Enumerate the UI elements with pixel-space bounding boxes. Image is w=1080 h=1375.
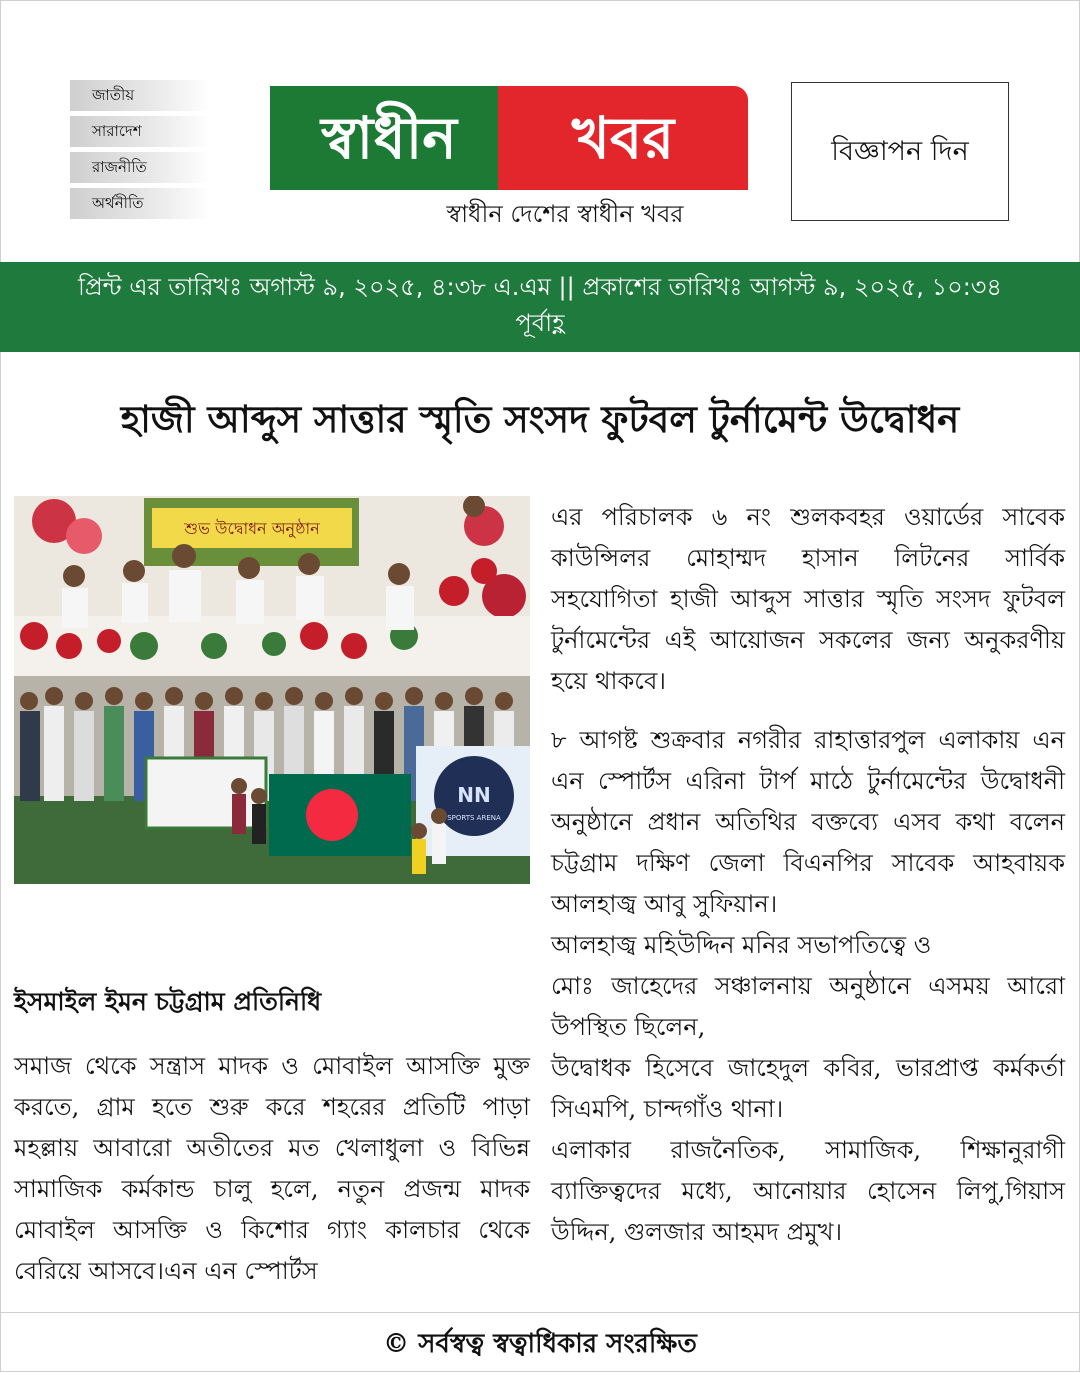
logo-part-green: স্বাধীন xyxy=(270,86,508,190)
copyright-footer: © সর্বস্বত্ব স্বত্বাধিকার সংরক্ষিত xyxy=(0,1312,1080,1371)
body-paragraph: উদ্বোধক হিসেবে জাহেদুল কবির, ভারপ্রাপ্ত কর্মকর্তা সিএমপি, চান্দগাঁও থানা। xyxy=(551,1054,1065,1123)
banner-text: শুভ উদ্বোধন অনুষ্ঠান xyxy=(184,519,320,538)
article-byline: ইসমাইল ইমন চট্টগ্রাম প্রতিনিধি xyxy=(14,987,322,1016)
arena-logo-subtext: SPORTS ARENA xyxy=(447,814,501,822)
body-paragraph: এর পরিচালক ৬ নং শুলকবহর ওয়ার্ডের সাবেক কাউন্সিলর মোহাম্মদ হাসান লিটনের সার্বিক সহযোগিতা হাজী আব্দুস সাত্তার স্মৃতি সংসদ ফুটবল টুর্নামেন্টের এই আয়োজন সকলের জন্য অনুকরণীয় হয়ে থাকবে। xyxy=(551,503,1065,695)
advertise-box[interactable]: বিজ্ঞাপন দিন xyxy=(791,82,1009,221)
article-body-left xyxy=(14,1046,530,1292)
body-paragraph: এলাকার রাজনৈতিক, সামাজিক, শিক্ষানুরাগী ব্যাক্তিত্বদের মধ্যে, আনোয়ার হোসেন লিপু,গিয়াস উদ্দিন, গুলজার আহমদ প্রমুখ। xyxy=(551,1136,1065,1246)
logo-part-red: খবর xyxy=(498,86,748,190)
body-paragraph: ৮ আগষ্ট শুক্রবার নগরীর রাহাত্তারপুল এলাকায় এন এন স্পোর্টস এরিনা টার্প মাঠে টুর্নামেন্টের উদ্বোধনী অনুষ্ঠানে প্রধান অতিথির বক্তব্যে এসব কথা বলেন চট্টগ্রাম দক্ষিণ জেলা বিএনপির সাবেক আহবায়ক আলহাজ্ব আবু সুফিয়ান। xyxy=(551,726,1065,918)
category-menu xyxy=(70,80,210,224)
body-paragraph: সমাজ থেকে সন্ত্রাস মাদক ও মোবাইল আসক্তি মুক্ত করতে, গ্রাম হতে শুরু করে শহরের প্রতিটি পাড়া মহল্লায় আবারো অতীতের মত খেলাধুলা ও বিভিন্ন সামাজিক কর্মকান্ড চালু হলে, নতুন প্রজন্ম মাদক মোবাইল আসক্তি ও কিশোর গ্যাং কালচার থেকে বেরিয়ে আসবে।এন এন স্পোর্টস xyxy=(14,1052,530,1285)
body-paragraph: মোঃ জাহেদের সঞ্চালনায় অনুষ্ঠানে এসময় আরো উপস্থিত ছিলেন, xyxy=(551,972,1065,1041)
site-tagline: স্বাধীন দেশের স্বাধীন খবর xyxy=(446,200,684,228)
category-economy[interactable]: অর্থনীতি xyxy=(70,188,210,219)
body-paragraph: আলহাজ্ব মহিউদ্দিন মনির সভাপতিত্বে ও xyxy=(551,931,932,959)
date-line-2: পূর্বাহ্ণ xyxy=(515,309,565,337)
date-line: প্রিন্ট এর তারিখঃ অগাস্ট ৯, ২০২৫, ৪:৩৮ এ.এম || প্রকাশের তারিখঃ আগস্ট ৯, ২০২৫, ১০:৩৪ xyxy=(78,273,1002,301)
event-photo-illustration xyxy=(14,496,530,884)
article-body-right xyxy=(551,497,1065,1253)
article-photo xyxy=(14,496,530,884)
date-bar xyxy=(0,262,1080,352)
category-countrywide[interactable]: সারাদেশ xyxy=(70,116,210,147)
arena-logo-text: NN xyxy=(457,783,491,807)
category-national[interactable]: জাতীয় xyxy=(70,80,210,111)
article-headline: হাজী আব্দুস সাত্তার স্মৃতি সংসদ ফুটবল টুর্নামেন্ট উদ্বোধন xyxy=(120,397,960,441)
category-politics[interactable]: রাজনীতি xyxy=(70,152,210,183)
site-logo[interactable] xyxy=(270,86,748,190)
